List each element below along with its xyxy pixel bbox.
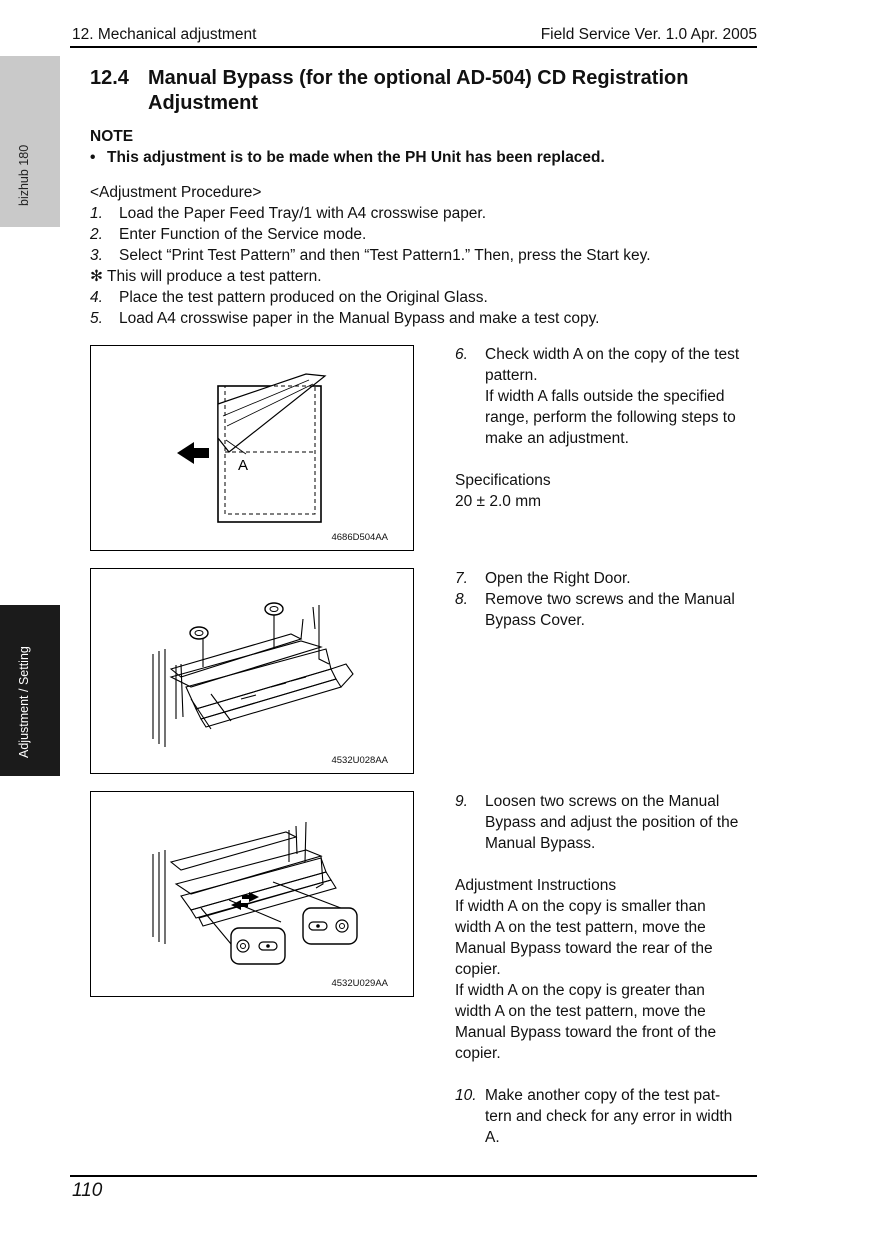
- procedure-step: [90, 224, 651, 245]
- figure-test-pattern: [90, 345, 414, 551]
- step-number: 5.: [90, 310, 103, 327]
- instruction-line: width A on the test pattern, move the: [455, 1003, 706, 1020]
- step-line: pattern.: [485, 367, 538, 384]
- chapter-side-tab: [0, 605, 60, 776]
- footer-rule: [70, 1175, 757, 1177]
- step-text: Select “Print Test Pattern” and then “Test Pattern1.” Then, press the Start key.: [119, 247, 651, 264]
- step-number: 3.: [90, 247, 103, 264]
- step-line: tern and check for any error in width: [485, 1108, 733, 1125]
- figure-bypass-cover: [90, 568, 414, 774]
- step-line: Open the Right Door.: [485, 570, 631, 587]
- step-9: [455, 791, 760, 854]
- step-line: Make another copy of the test pat-: [485, 1087, 721, 1104]
- figure-code: 4532U028AA: [331, 755, 388, 766]
- instruction-line: If width A on the copy is smaller than: [455, 898, 706, 915]
- step-line: make an adjustment.: [485, 430, 629, 447]
- figure-code: 4532U029AA: [331, 978, 388, 989]
- step-line: Loosen two screws on the Manual: [485, 793, 720, 810]
- title-line-1: Manual Bypass (for the optional AD-504) CD Registration: [148, 67, 689, 89]
- step-number: 1.: [90, 205, 103, 222]
- product-side-tab: [0, 56, 60, 227]
- bypass-cover-illustration: [91, 569, 413, 773]
- step-line: If width A falls outside the specified: [485, 388, 725, 405]
- step-line: Bypass Cover.: [485, 612, 585, 629]
- instruction-line: Manual Bypass toward the front of the: [455, 1024, 717, 1041]
- step-number: 10.: [455, 1087, 477, 1104]
- step-number: 6.: [455, 346, 468, 363]
- instruction-line: copier.: [455, 1045, 501, 1062]
- steps-7-8-block: [455, 568, 760, 631]
- page-number: 110: [72, 1180, 103, 1201]
- width-a-label: A: [238, 457, 249, 474]
- title-line-2: Adjustment: [148, 92, 258, 114]
- procedure-step: [90, 308, 651, 329]
- procedure-step: [90, 203, 651, 224]
- procedure-step: [90, 245, 651, 266]
- step-line: Manual Bypass.: [485, 835, 596, 852]
- step-text: This will produce a test pattern.: [107, 268, 322, 285]
- section-number: 12.4: [90, 67, 129, 89]
- figure-bypass-adjust: [90, 791, 414, 997]
- procedure-block: [90, 182, 651, 329]
- instruction-line: copier.: [455, 961, 501, 978]
- step-number: 8.: [455, 591, 468, 608]
- note-bullet-item: [90, 149, 605, 167]
- header-version: Field Service Ver. 1.0 Apr. 2005: [540, 26, 757, 43]
- step-line: Check width A on the copy of the test: [485, 346, 740, 363]
- step-6: [455, 344, 760, 449]
- specifications-value: 20 ± 2.0 mm: [455, 493, 542, 510]
- instruction-line: Manual Bypass toward the rear of the: [455, 940, 713, 957]
- chapter-tab-label: Adjustment / Setting: [17, 646, 31, 758]
- step-line: Bypass and adjust the position of the: [485, 814, 739, 831]
- figure-code: 4686D504AA: [331, 532, 388, 543]
- step-10: [455, 1085, 760, 1148]
- instruction-line: width A on the test pattern, move the: [455, 919, 706, 936]
- step-number: 7.: [455, 570, 468, 587]
- product-tab-label: bizhub 180: [17, 144, 31, 206]
- step-line: range, perform the following steps to: [485, 409, 736, 426]
- test-pattern-illustration: [91, 346, 413, 550]
- step-6-block: [455, 344, 760, 512]
- section-title: [90, 66, 688, 116]
- instruction-line: If width A on the copy is greater than: [455, 982, 705, 999]
- adjustment-instructions-heading: Adjustment Instructions: [455, 877, 617, 894]
- header-section: 12. Mechanical adjustment: [72, 26, 257, 43]
- note-symbol: ✻: [90, 268, 103, 285]
- step-number: 9.: [455, 793, 468, 810]
- step-number: 4.: [90, 289, 103, 306]
- bullet-mark: •: [90, 149, 96, 166]
- step-text: Load A4 crosswise paper in the Manual Bypass and make a test copy.: [119, 310, 600, 327]
- step-8: [455, 589, 760, 631]
- bypass-adjust-illustration: [91, 792, 413, 996]
- procedure-heading: <Adjustment Procedure>: [90, 184, 262, 201]
- procedure-note: [90, 266, 651, 287]
- procedure-step: [90, 287, 651, 308]
- step-text: Place the test pattern produced on the Original Glass.: [119, 289, 488, 306]
- step-text: Load the Paper Feed Tray/1 with A4 crosswise paper.: [119, 205, 487, 222]
- specifications-heading: Specifications: [455, 472, 551, 489]
- note-heading: NOTE: [90, 128, 134, 145]
- step-line: Remove two screws and the Manual: [485, 591, 735, 608]
- step-number: 2.: [90, 226, 103, 243]
- note-text: This adjustment is to be made when the PH Unit has been replaced.: [107, 149, 605, 166]
- step-7: [455, 568, 760, 589]
- step-line: A.: [485, 1129, 500, 1146]
- header-rule: [70, 46, 757, 48]
- step-text: Enter Function of the Service mode.: [119, 226, 367, 243]
- steps-9-10-block: [455, 791, 760, 1148]
